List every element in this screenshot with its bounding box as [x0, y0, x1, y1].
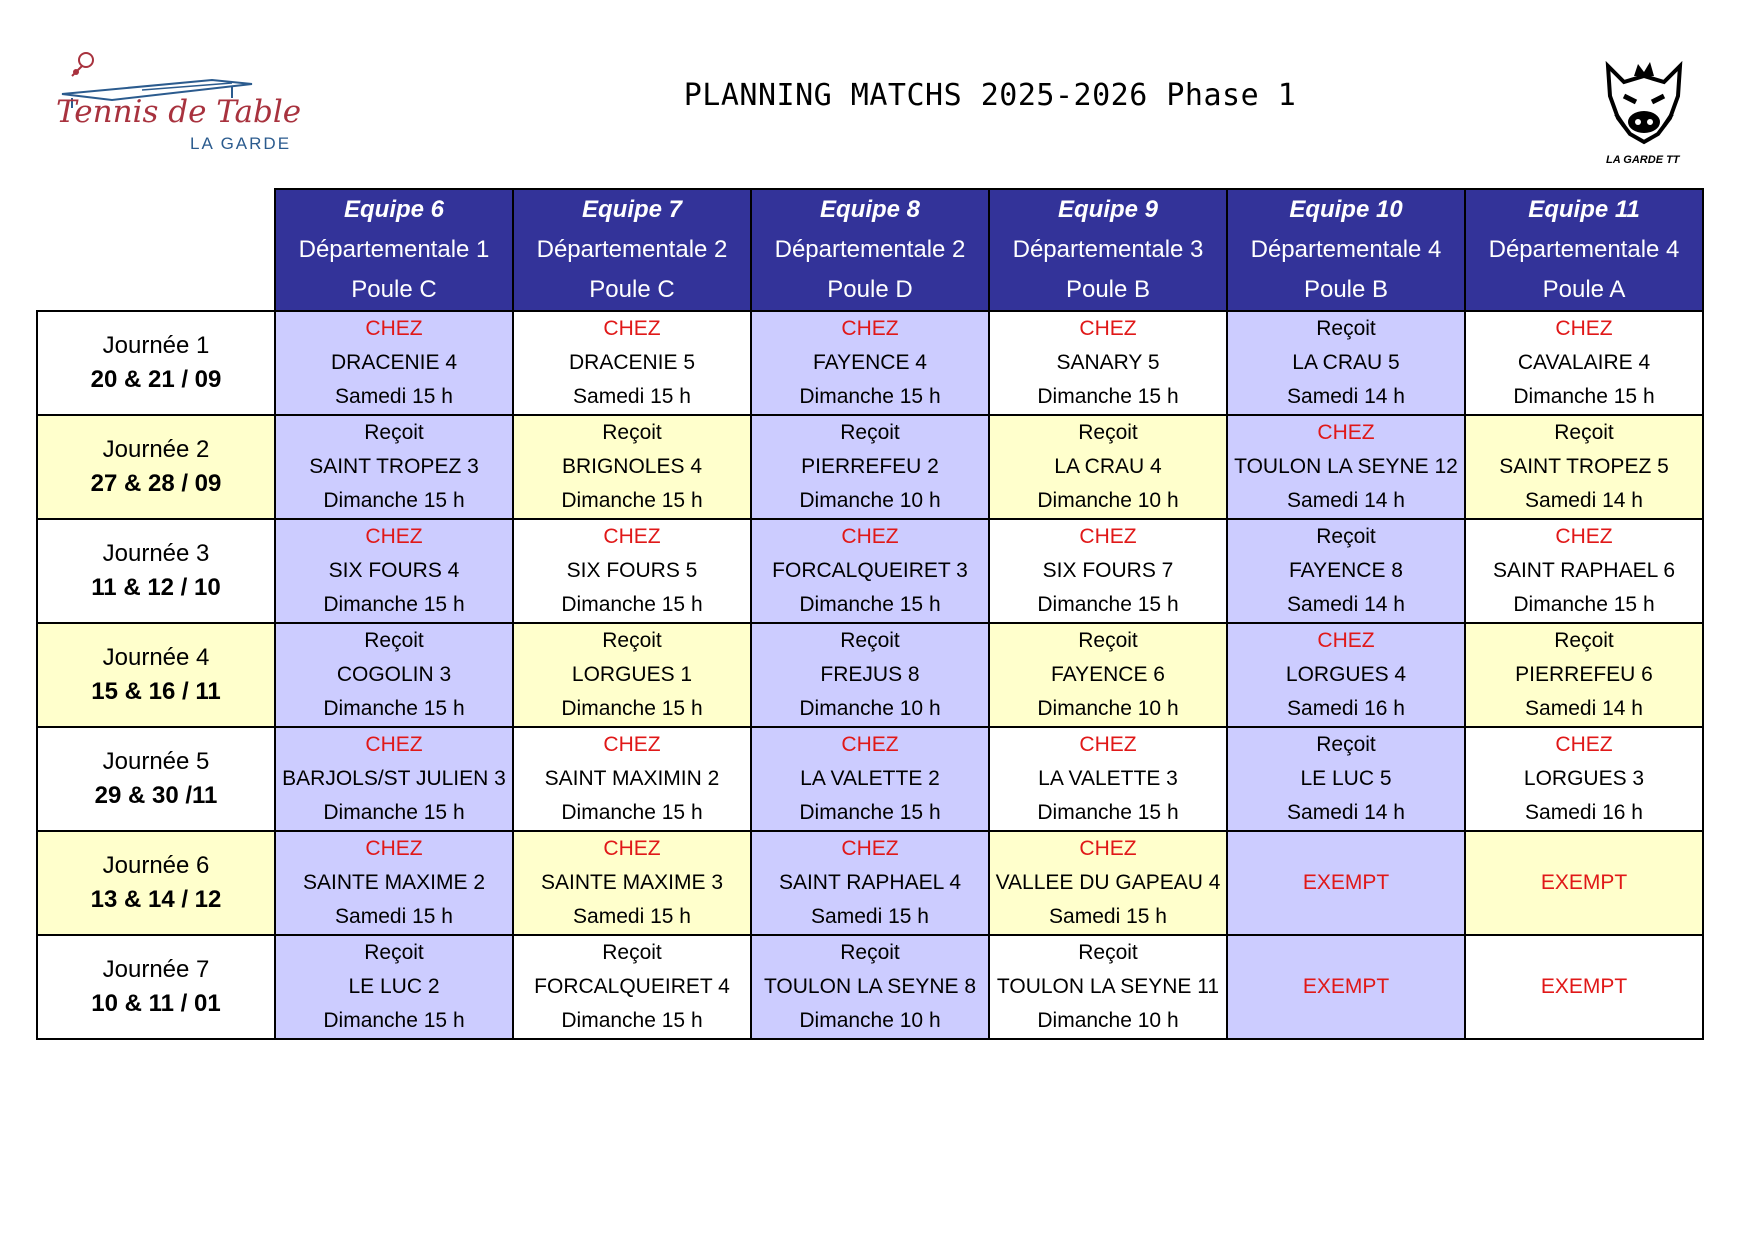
match-cell — [1227, 935, 1465, 1039]
corner-blank — [37, 189, 275, 311]
match-cell — [1227, 623, 1465, 727]
opponent-name: SAINTE MAXIME 2 — [302, 871, 486, 894]
match-time: Dimanche 10 h — [1037, 1009, 1179, 1032]
match-cell — [751, 935, 989, 1039]
match-time: Samedi 16 h — [1287, 697, 1405, 720]
team-pool: Poule B — [1303, 276, 1389, 303]
match-cell — [275, 415, 513, 519]
matchday-label: Journée 2 — [102, 436, 210, 463]
match-time: Samedi 14 h — [1287, 489, 1405, 512]
matchday-label: Journée 4 — [102, 644, 210, 671]
match-cell — [751, 727, 989, 831]
match-cell — [1465, 831, 1703, 935]
opponent-name: SAINT TROPEZ 5 — [1499, 455, 1669, 478]
opponent-name: CAVALAIRE 4 — [1517, 351, 1651, 374]
opponent-name: DRACENIE 4 — [330, 351, 458, 374]
team-name: Equipe 9 — [1057, 196, 1159, 223]
page-title: PLANNING MATCHS 2025-2026 Phase 1 — [683, 78, 1297, 113]
matchday-label: Journée 6 — [102, 852, 210, 879]
venue-label: CHEZ — [603, 837, 661, 860]
opponent-name: SAINT RAPHAEL 4 — [778, 871, 962, 894]
matchday-dates: 29 & 30 /11 — [94, 782, 218, 809]
schedule-body — [37, 311, 1703, 1039]
team-header — [513, 189, 751, 311]
venue-label: CHEZ — [1317, 629, 1375, 652]
opponent-name: SAINT MAXIMIN 2 — [544, 767, 720, 790]
match-time: Dimanche 10 h — [799, 697, 941, 720]
venue-label: CHEZ — [365, 837, 423, 860]
match-time: Samedi 15 h — [1049, 905, 1167, 928]
matchday-dates: 13 & 14 / 12 — [90, 886, 222, 913]
match-cell — [513, 415, 751, 519]
match-time: Samedi 15 h — [573, 385, 691, 408]
match-time: Dimanche 10 h — [1037, 489, 1179, 512]
match-time: Dimanche 10 h — [799, 489, 941, 512]
match-time: Dimanche 15 h — [799, 593, 941, 616]
opponent-name: TOULON LA SEYNE 12 — [1234, 455, 1458, 478]
venue-label: Reçoit — [840, 941, 900, 964]
team-name: Equipe 7 — [581, 196, 683, 223]
match-time: Dimanche 15 h — [323, 1009, 465, 1032]
opponent-name: SAINT RAPHAEL 6 — [1492, 559, 1676, 582]
venue-label: CHEZ — [603, 317, 661, 340]
match-time: Dimanche 15 h — [1513, 593, 1655, 616]
venue-label: Reçoit — [1554, 421, 1614, 444]
venue-label: CHEZ — [603, 733, 661, 756]
matchday-dates: 27 & 28 / 09 — [90, 470, 222, 497]
table-row — [37, 935, 1703, 1039]
boar-logo — [1592, 56, 1712, 174]
opponent-name: FAYENCE 4 — [813, 351, 927, 374]
opponent-name: FORCALQUEIRET 4 — [534, 975, 730, 998]
match-cell — [751, 311, 989, 415]
team-pool: Poule A — [1542, 276, 1626, 303]
match-cell — [1465, 623, 1703, 727]
match-time: Samedi 14 h — [1525, 489, 1643, 512]
venue-label: Reçoit — [1316, 317, 1376, 340]
exempt-label: EXEMPT — [1540, 871, 1628, 894]
opponent-name: SIX FOURS 4 — [328, 559, 460, 582]
venue-label: Reçoit — [1078, 421, 1138, 444]
venue-label: Reçoit — [364, 629, 424, 652]
opponent-name: LORGUES 1 — [571, 663, 693, 686]
team-name: Equipe 10 — [1289, 196, 1403, 223]
opponent-name: LORGUES 3 — [1523, 767, 1645, 790]
match-cell — [1465, 311, 1703, 415]
team-header — [1465, 189, 1703, 311]
matchday-label: Journée 1 — [102, 332, 210, 359]
match-cell — [989, 623, 1227, 727]
team-division: Départementale 3 — [1012, 236, 1204, 263]
match-cell — [275, 935, 513, 1039]
match-time: Dimanche 15 h — [561, 801, 703, 824]
venue-label: Reçoit — [840, 629, 900, 652]
match-cell — [989, 831, 1227, 935]
venue-label: Reçoit — [602, 941, 662, 964]
match-cell — [751, 415, 989, 519]
boar-logo-caption: LA GARDE TT — [1606, 154, 1680, 166]
logo-script-text: Tennis de Table — [56, 94, 302, 130]
match-time: Dimanche 15 h — [561, 697, 703, 720]
match-cell — [751, 519, 989, 623]
match-time: Samedi 14 h — [1287, 385, 1405, 408]
match-time: Samedi 16 h — [1525, 801, 1643, 824]
matchday-cell — [37, 727, 275, 831]
match-time: Samedi 14 h — [1287, 593, 1405, 616]
venue-label: Reçoit — [602, 629, 662, 652]
match-cell — [1465, 935, 1703, 1039]
team-division: Départementale 4 — [1250, 236, 1442, 263]
match-time: Dimanche 10 h — [799, 1009, 941, 1032]
match-time: Dimanche 15 h — [1513, 385, 1655, 408]
club-logo — [52, 50, 312, 160]
match-cell — [513, 519, 751, 623]
opponent-name: FAYENCE 8 — [1289, 559, 1403, 582]
matchday-cell — [37, 519, 275, 623]
opponent-name: TOULON LA SEYNE 8 — [763, 975, 977, 998]
match-time: Dimanche 15 h — [323, 801, 465, 824]
match-time: Dimanche 15 h — [799, 385, 941, 408]
opponent-name: LA VALETTE 2 — [800, 767, 940, 790]
match-time: Samedi 14 h — [1525, 697, 1643, 720]
team-division: Départementale 1 — [298, 236, 490, 263]
matchday-cell — [37, 831, 275, 935]
match-cell — [989, 935, 1227, 1039]
venue-label: CHEZ — [841, 317, 899, 340]
match-time: Dimanche 15 h — [799, 801, 941, 824]
opponent-name: PIERREFEU 2 — [801, 455, 939, 478]
match-cell — [751, 623, 989, 727]
match-cell — [513, 311, 751, 415]
opponent-name: FAYENCE 6 — [1051, 663, 1165, 686]
venue-label: CHEZ — [841, 837, 899, 860]
venue-label: Reçoit — [364, 941, 424, 964]
boar-head-icon — [1594, 56, 1694, 152]
venue-label: CHEZ — [841, 525, 899, 548]
opponent-name: DRACENIE 5 — [568, 351, 696, 374]
matchday-dates: 10 & 11 / 01 — [91, 990, 221, 1017]
match-cell — [513, 727, 751, 831]
match-cell — [275, 831, 513, 935]
opponent-name: SAINTE MAXIME 3 — [540, 871, 724, 894]
table-row — [37, 623, 1703, 727]
opponent-name: SIX FOURS 7 — [1042, 559, 1174, 582]
match-time: Samedi 15 h — [811, 905, 929, 928]
match-time: Dimanche 15 h — [323, 593, 465, 616]
venue-label: Reçoit — [1554, 629, 1614, 652]
matchday-cell — [37, 311, 275, 415]
matchday-label: Journée 5 — [102, 748, 210, 775]
match-cell — [513, 623, 751, 727]
venue-label: Reçoit — [1078, 629, 1138, 652]
venue-label: Reçoit — [840, 421, 900, 444]
matchday-cell — [37, 623, 275, 727]
team-header — [751, 189, 989, 311]
opponent-name: LE LUC 2 — [348, 975, 440, 998]
match-time: Dimanche 15 h — [323, 489, 465, 512]
table-row — [37, 519, 1703, 623]
venue-label: Reçoit — [602, 421, 662, 444]
opponent-name: LE LUC 5 — [1300, 767, 1392, 790]
venue-label: Reçoit — [364, 421, 424, 444]
venue-label: CHEZ — [1317, 421, 1375, 444]
match-cell — [1227, 311, 1465, 415]
match-cell — [989, 311, 1227, 415]
team-pool: Poule D — [827, 276, 913, 303]
match-cell — [275, 311, 513, 415]
match-cell — [513, 935, 751, 1039]
opponent-name: VALLEE DU GAPEAU 4 — [995, 871, 1221, 894]
team-division: Départementale 2 — [536, 236, 728, 263]
opponent-name: FORCALQUEIRET 3 — [772, 559, 968, 582]
opponent-name: FREJUS 8 — [820, 663, 920, 686]
match-time: Dimanche 15 h — [1037, 593, 1179, 616]
opponent-name: SIX FOURS 5 — [566, 559, 698, 582]
table-row — [37, 831, 1703, 935]
team-name: Equipe 6 — [343, 196, 445, 223]
team-header — [989, 189, 1227, 311]
venue-label: CHEZ — [365, 317, 423, 340]
table-row — [37, 415, 1703, 519]
matchday-dates: 11 & 12 / 10 — [91, 574, 221, 601]
match-cell — [275, 623, 513, 727]
venue-label: CHEZ — [1079, 733, 1137, 756]
venue-label: CHEZ — [1079, 837, 1137, 860]
match-time: Samedi 14 h — [1287, 801, 1405, 824]
opponent-name: LA VALETTE 3 — [1038, 767, 1178, 790]
venue-label: CHEZ — [1555, 525, 1613, 548]
match-cell — [1227, 519, 1465, 623]
match-cell — [1465, 519, 1703, 623]
match-cell — [989, 727, 1227, 831]
match-time: Samedi 15 h — [335, 385, 453, 408]
team-division: Départementale 4 — [1488, 236, 1680, 263]
opponent-name: LA CRAU 4 — [1054, 455, 1162, 478]
matchday-label: Journée 3 — [102, 540, 210, 567]
team-header — [1227, 189, 1465, 311]
team-header — [275, 189, 513, 311]
match-time: Dimanche 15 h — [561, 1009, 703, 1032]
venue-label: CHEZ — [1555, 317, 1613, 340]
venue-label: CHEZ — [1079, 317, 1137, 340]
team-pool: Poule C — [351, 276, 437, 303]
team-pool: Poule B — [1065, 276, 1151, 303]
match-cell — [1227, 727, 1465, 831]
venue-label: CHEZ — [1555, 733, 1613, 756]
matchday-cell — [37, 935, 275, 1039]
match-time: Dimanche 15 h — [323, 697, 465, 720]
matchday-label: Journée 7 — [102, 956, 210, 983]
matchday-dates: 20 & 21 / 09 — [90, 366, 222, 393]
team-name: Equipe 8 — [819, 196, 921, 223]
opponent-name: COGOLIN 3 — [336, 663, 452, 686]
opponent-name: LA CRAU 5 — [1292, 351, 1400, 374]
matchday-cell — [37, 415, 275, 519]
opponent-name: BARJOLS/ST JULIEN 3 — [282, 767, 506, 790]
opponent-name: SAINT TROPEZ 3 — [309, 455, 479, 478]
opponent-name: LORGUES 4 — [1285, 663, 1407, 686]
match-cell — [1227, 831, 1465, 935]
exempt-label: EXEMPT — [1302, 871, 1390, 894]
opponent-name: BRIGNOLES 4 — [561, 455, 703, 478]
venue-label: Reçoit — [1316, 525, 1376, 548]
match-time: Samedi 15 h — [573, 905, 691, 928]
match-cell — [989, 415, 1227, 519]
match-schedule-table — [36, 188, 1704, 1040]
team-name: Equipe 11 — [1528, 196, 1640, 223]
match-cell — [513, 831, 751, 935]
matchday-dates: 15 & 16 / 11 — [91, 678, 221, 705]
opponent-name: TOULON LA SEYNE 11 — [996, 975, 1220, 998]
exempt-label: EXEMPT — [1540, 975, 1628, 998]
match-cell — [1465, 415, 1703, 519]
match-time: Dimanche 15 h — [561, 593, 703, 616]
venue-label: Reçoit — [1078, 941, 1138, 964]
venue-label: Reçoit — [1316, 733, 1376, 756]
exempt-label: EXEMPT — [1302, 975, 1390, 998]
venue-label: CHEZ — [603, 525, 661, 548]
table-row — [37, 311, 1703, 415]
match-cell — [1227, 415, 1465, 519]
logo-subtitle: LA GARDE — [190, 134, 292, 153]
team-division: Départementale 2 — [774, 236, 966, 263]
venue-label: CHEZ — [841, 733, 899, 756]
match-time: Dimanche 15 h — [1037, 801, 1179, 824]
venue-label: CHEZ — [365, 733, 423, 756]
team-header-row — [37, 189, 1703, 311]
opponent-name: PIERREFEU 6 — [1515, 663, 1653, 686]
match-time: Samedi 15 h — [335, 905, 453, 928]
match-time: Dimanche 10 h — [1037, 697, 1179, 720]
team-pool: Poule C — [589, 276, 675, 303]
venue-label: CHEZ — [1079, 525, 1137, 548]
match-cell — [989, 519, 1227, 623]
match-time: Dimanche 15 h — [561, 489, 703, 512]
match-cell — [1465, 727, 1703, 831]
match-time: Dimanche 15 h — [1037, 385, 1179, 408]
match-cell — [751, 831, 989, 935]
match-cell — [275, 519, 513, 623]
match-cell — [275, 727, 513, 831]
opponent-name: SANARY 5 — [1056, 351, 1160, 374]
table-row — [37, 727, 1703, 831]
venue-label: CHEZ — [365, 525, 423, 548]
